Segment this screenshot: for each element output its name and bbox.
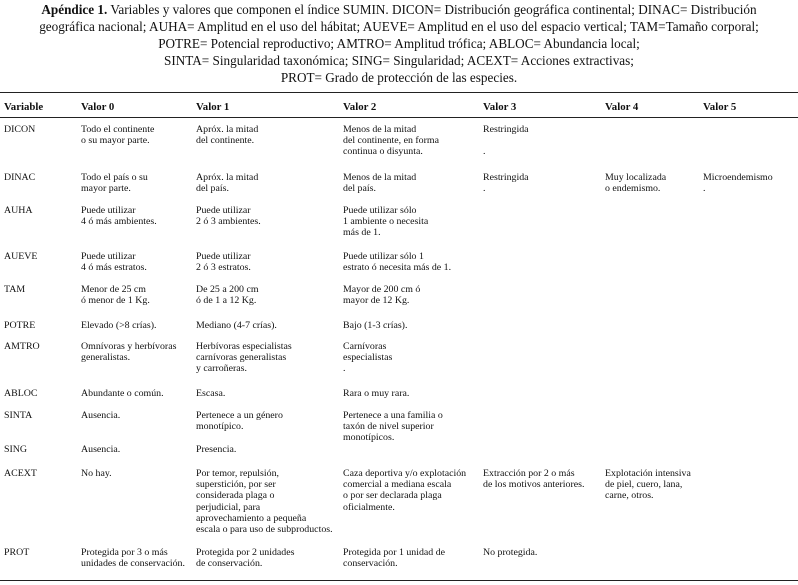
- row-value-cell: Escasa.: [196, 388, 226, 399]
- row-variable-cell: DINAC: [4, 172, 36, 183]
- table-bottom-rule: [0, 580, 798, 581]
- row-value-cell: Abundante o común.: [81, 388, 164, 399]
- row-value-cell: No protegida.: [483, 547, 538, 558]
- row-value-cell: Puede utilizar sólo 1 ambiente o necesita más de 1.: [343, 205, 429, 239]
- row-variable-cell: TAM: [4, 284, 26, 295]
- row-variable-cell: POTRE: [4, 320, 36, 331]
- table-top-rule: [0, 92, 798, 93]
- row-value-cell: Puede utilizar 2 ó 3 estratos.: [196, 251, 251, 274]
- row-variable-cell: ACEXT: [4, 468, 37, 479]
- row-value-cell: Restringida .: [483, 172, 529, 195]
- row-value-cell: Muy localizada o endemismo.: [605, 172, 667, 195]
- header-valor-2: Valor 2: [343, 101, 377, 113]
- row-value-cell: Todo el continente o su mayor parte.: [81, 124, 155, 147]
- row-variable-cell: DICON: [4, 124, 36, 135]
- row-value-cell: Caza deportiva y/o explotación comercial a mediana escala o por ser declarada plaga oficialmente.: [343, 468, 467, 513]
- header-valor-5: Valor 5: [703, 101, 737, 113]
- row-value-cell: Menos de la mitad del país.: [343, 172, 417, 195]
- caption-line-1: [0, 1, 798, 18]
- row-value-cell: Microendemismo .: [703, 172, 773, 195]
- row-value-cell: Pertenece a un género monotípico.: [196, 410, 283, 433]
- row-value-cell: Omnívoras y herbívoras generalistas.: [81, 341, 177, 364]
- caption-line-3: POTRE= Potencial reproductivo; AMTRO= Amplitud trófica; ABLOC= Abundancia local;: [158, 36, 640, 51]
- row-variable-cell: SINTA: [4, 410, 33, 421]
- row-value-cell: Extracción por 2 o más de los motivos anteriores.: [483, 468, 585, 491]
- row-variable-cell: PROT: [4, 547, 30, 558]
- row-value-cell: Menor de 25 cm ó menor de 1 Kg.: [81, 284, 150, 307]
- table-header-rule: [0, 117, 798, 118]
- caption-text-1: Variables y valores que componen el índice SUMIN. DICON= Distribución geográfica continental; DINAC= Distribución: [107, 2, 757, 17]
- row-value-cell: Puede utilizar 4 ó más estratos.: [81, 251, 147, 274]
- row-value-cell: Rara o muy rara.: [343, 388, 410, 399]
- row-value-cell: De 25 a 200 cm ó de 1 a 12 Kg.: [196, 284, 259, 307]
- row-value-cell: Todo el país o su mayor parte.: [81, 172, 148, 195]
- row-value-cell: Puede utilizar 4 ó más ambientes.: [81, 205, 157, 228]
- row-value-cell: No hay.: [81, 468, 112, 479]
- row-value-cell: Restringida .: [483, 124, 529, 158]
- row-variable-cell: ABLOC: [4, 388, 38, 399]
- header-variable: Variable: [4, 101, 44, 113]
- row-value-cell: Mediano (4-7 crías).: [196, 320, 277, 331]
- row-value-cell: Protegida por 1 unidad de conservación.: [343, 547, 446, 570]
- caption-label: Apéndice 1.: [41, 2, 108, 17]
- row-value-cell: Mayor de 200 cm ó mayor de 12 Kg.: [343, 284, 421, 307]
- row-value-cell: Bajo (1-3 crías).: [343, 320, 408, 331]
- row-value-cell: Puede utilizar sólo 1 estrato ó necesita más de 1.: [343, 251, 452, 274]
- row-variable-cell: AMTRO: [4, 341, 40, 352]
- row-value-cell: Carnívoras especialistas .: [343, 341, 393, 375]
- caption-line-4: SINTA= Singularidad taxonómica; SING= Singularidad; ACEXT= Acciones extractivas;: [164, 53, 634, 68]
- row-variable-cell: AUEVE: [4, 251, 38, 262]
- row-value-cell: Apróx. la mitad del continente.: [196, 124, 259, 147]
- row-value-cell: Apróx. la mitad del país.: [196, 172, 259, 195]
- header-valor-3: Valor 3: [483, 101, 517, 113]
- header-valor-1: Valor 1: [196, 101, 230, 113]
- row-value-cell: Explotación intensiva de piel, cuero, lana, carne, otros.: [605, 468, 691, 502]
- table-caption: [0, 1, 798, 86]
- caption-line-5: PROT= Grado de protección de las especies.: [280, 70, 518, 85]
- row-value-cell: Menos de la mitad del continente, en forma continua o disyunta.: [343, 124, 439, 158]
- row-value-cell: Puede utilizar 2 ó 3 ambientes.: [196, 205, 261, 228]
- row-value-cell: Ausencia.: [81, 444, 121, 455]
- row-variable-cell: AUHA: [4, 205, 33, 216]
- row-value-cell: Por temor, repulsión, superstición, por ser considerada plaga o perjudicial, para aprovechamiento a pequeña escala o para uso de subproductos.: [196, 468, 333, 536]
- row-value-cell: Protegida por 2 unidades de conservación.: [196, 547, 295, 570]
- caption-line-2: geográfica nacional; AUHA= Amplitud en el uso del hábitat; AUEVE= Amplitud en el uso del espacio vertical; TAM=Tamaño corporal;: [39, 19, 759, 34]
- row-variable-cell: SING: [4, 444, 28, 455]
- row-value-cell: Presencia.: [196, 444, 237, 455]
- row-value-cell: Elevado (>8 crías).: [81, 320, 157, 331]
- row-value-cell: Ausencia.: [81, 410, 121, 421]
- row-value-cell: Herbívoras especialistas carnívoras generalistas y carroñeras.: [196, 341, 292, 375]
- header-valor-0: Valor 0: [81, 101, 115, 113]
- row-value-cell: Pertenece a una familia o taxón de nivel superior monotípicos.: [343, 410, 443, 444]
- header-valor-4: Valor 4: [605, 101, 639, 113]
- row-value-cell: Protegida por 3 o más unidades de conservación.: [81, 547, 185, 570]
